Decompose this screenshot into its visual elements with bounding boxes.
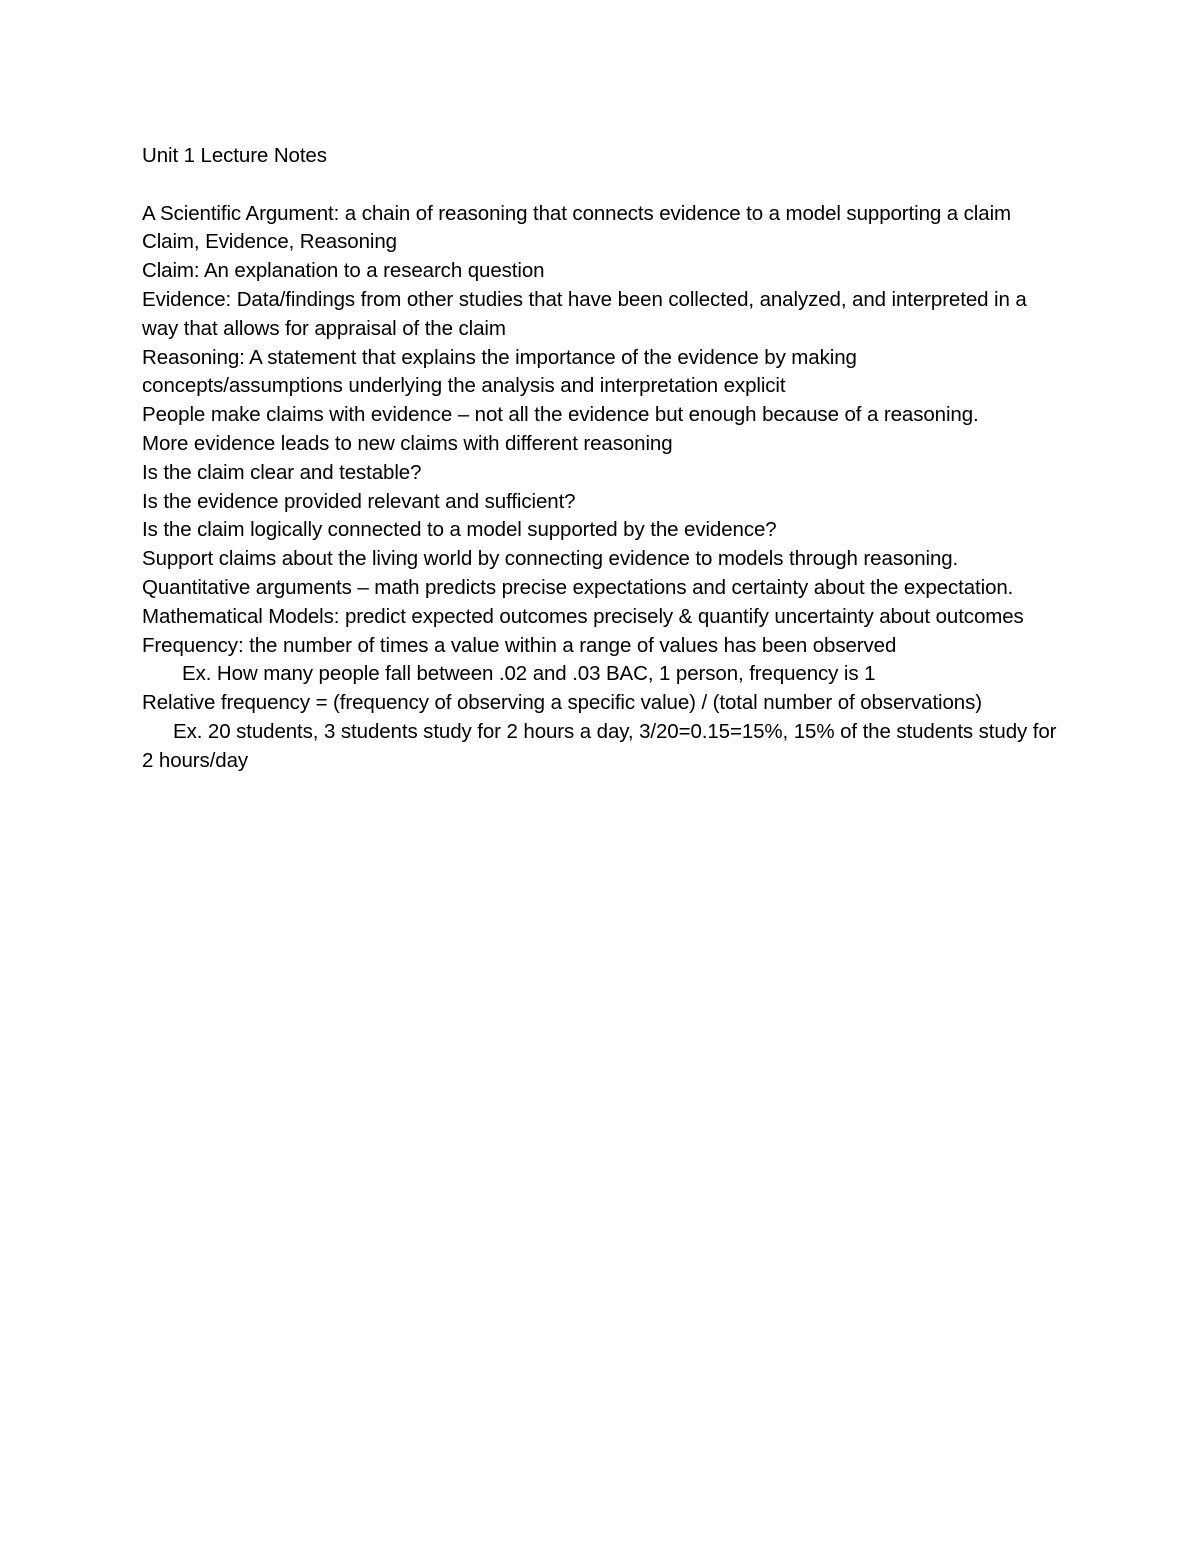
document-body [142,142,1062,776]
text-line: People make claims with evidence – not all the evidence but enough because of a reasoning. [142,403,979,427]
text-line: Mathematical Models: predict expected outcomes precisely & quantify uncertainty about outcomes [142,604,1024,628]
document-title: Unit 1 Lecture Notes [142,144,327,167]
text-line: Quantitative arguments – math predicts precise expectations and certainty about the expectation. [142,575,1014,599]
text-line: Reasoning: A statement that explains the importance of the evidence by making concepts/assumptions underlying the analysis and interpretation explicit [142,345,857,398]
text-line: Support claims about the living world by connecting evidence to models through reasoning. [142,547,959,571]
example-line: Ex. 20 students, 3 students study for 2 hours a day, 3/20=0.15=15%, 15% of the students study for 2 hours/day [142,719,1057,772]
text-line: Is the evidence provided relevant and sufficient? [142,489,576,513]
text-line: Relative frequency = (frequency of observing a specific value) / (total number of observations) [142,691,982,715]
text-line: Claim, Evidence, Reasoning [142,230,397,254]
text-line: A Scientific Argument: a chain of reasoning that connects evidence to a model supporting a claim [142,201,1011,225]
example-line: Ex. How many people fall between .02 and .03 BAC, 1 person, frequency is 1 [182,662,876,686]
text-line: Is the claim clear and testable? [142,460,422,484]
text-line: Frequency: the number of times a value within a range of values has been observed [142,633,897,657]
text-line: More evidence leads to new claims with different reasoning [142,431,673,455]
text-line: Evidence: Data/findings from other studies that have been collected, analyzed, and interpreted in a way that allows for appraisal of the claim [142,287,1027,340]
text-line: Claim: An explanation to a research question [142,259,545,283]
text-line: Is the claim logically connected to a model supported by the evidence? [142,518,777,542]
